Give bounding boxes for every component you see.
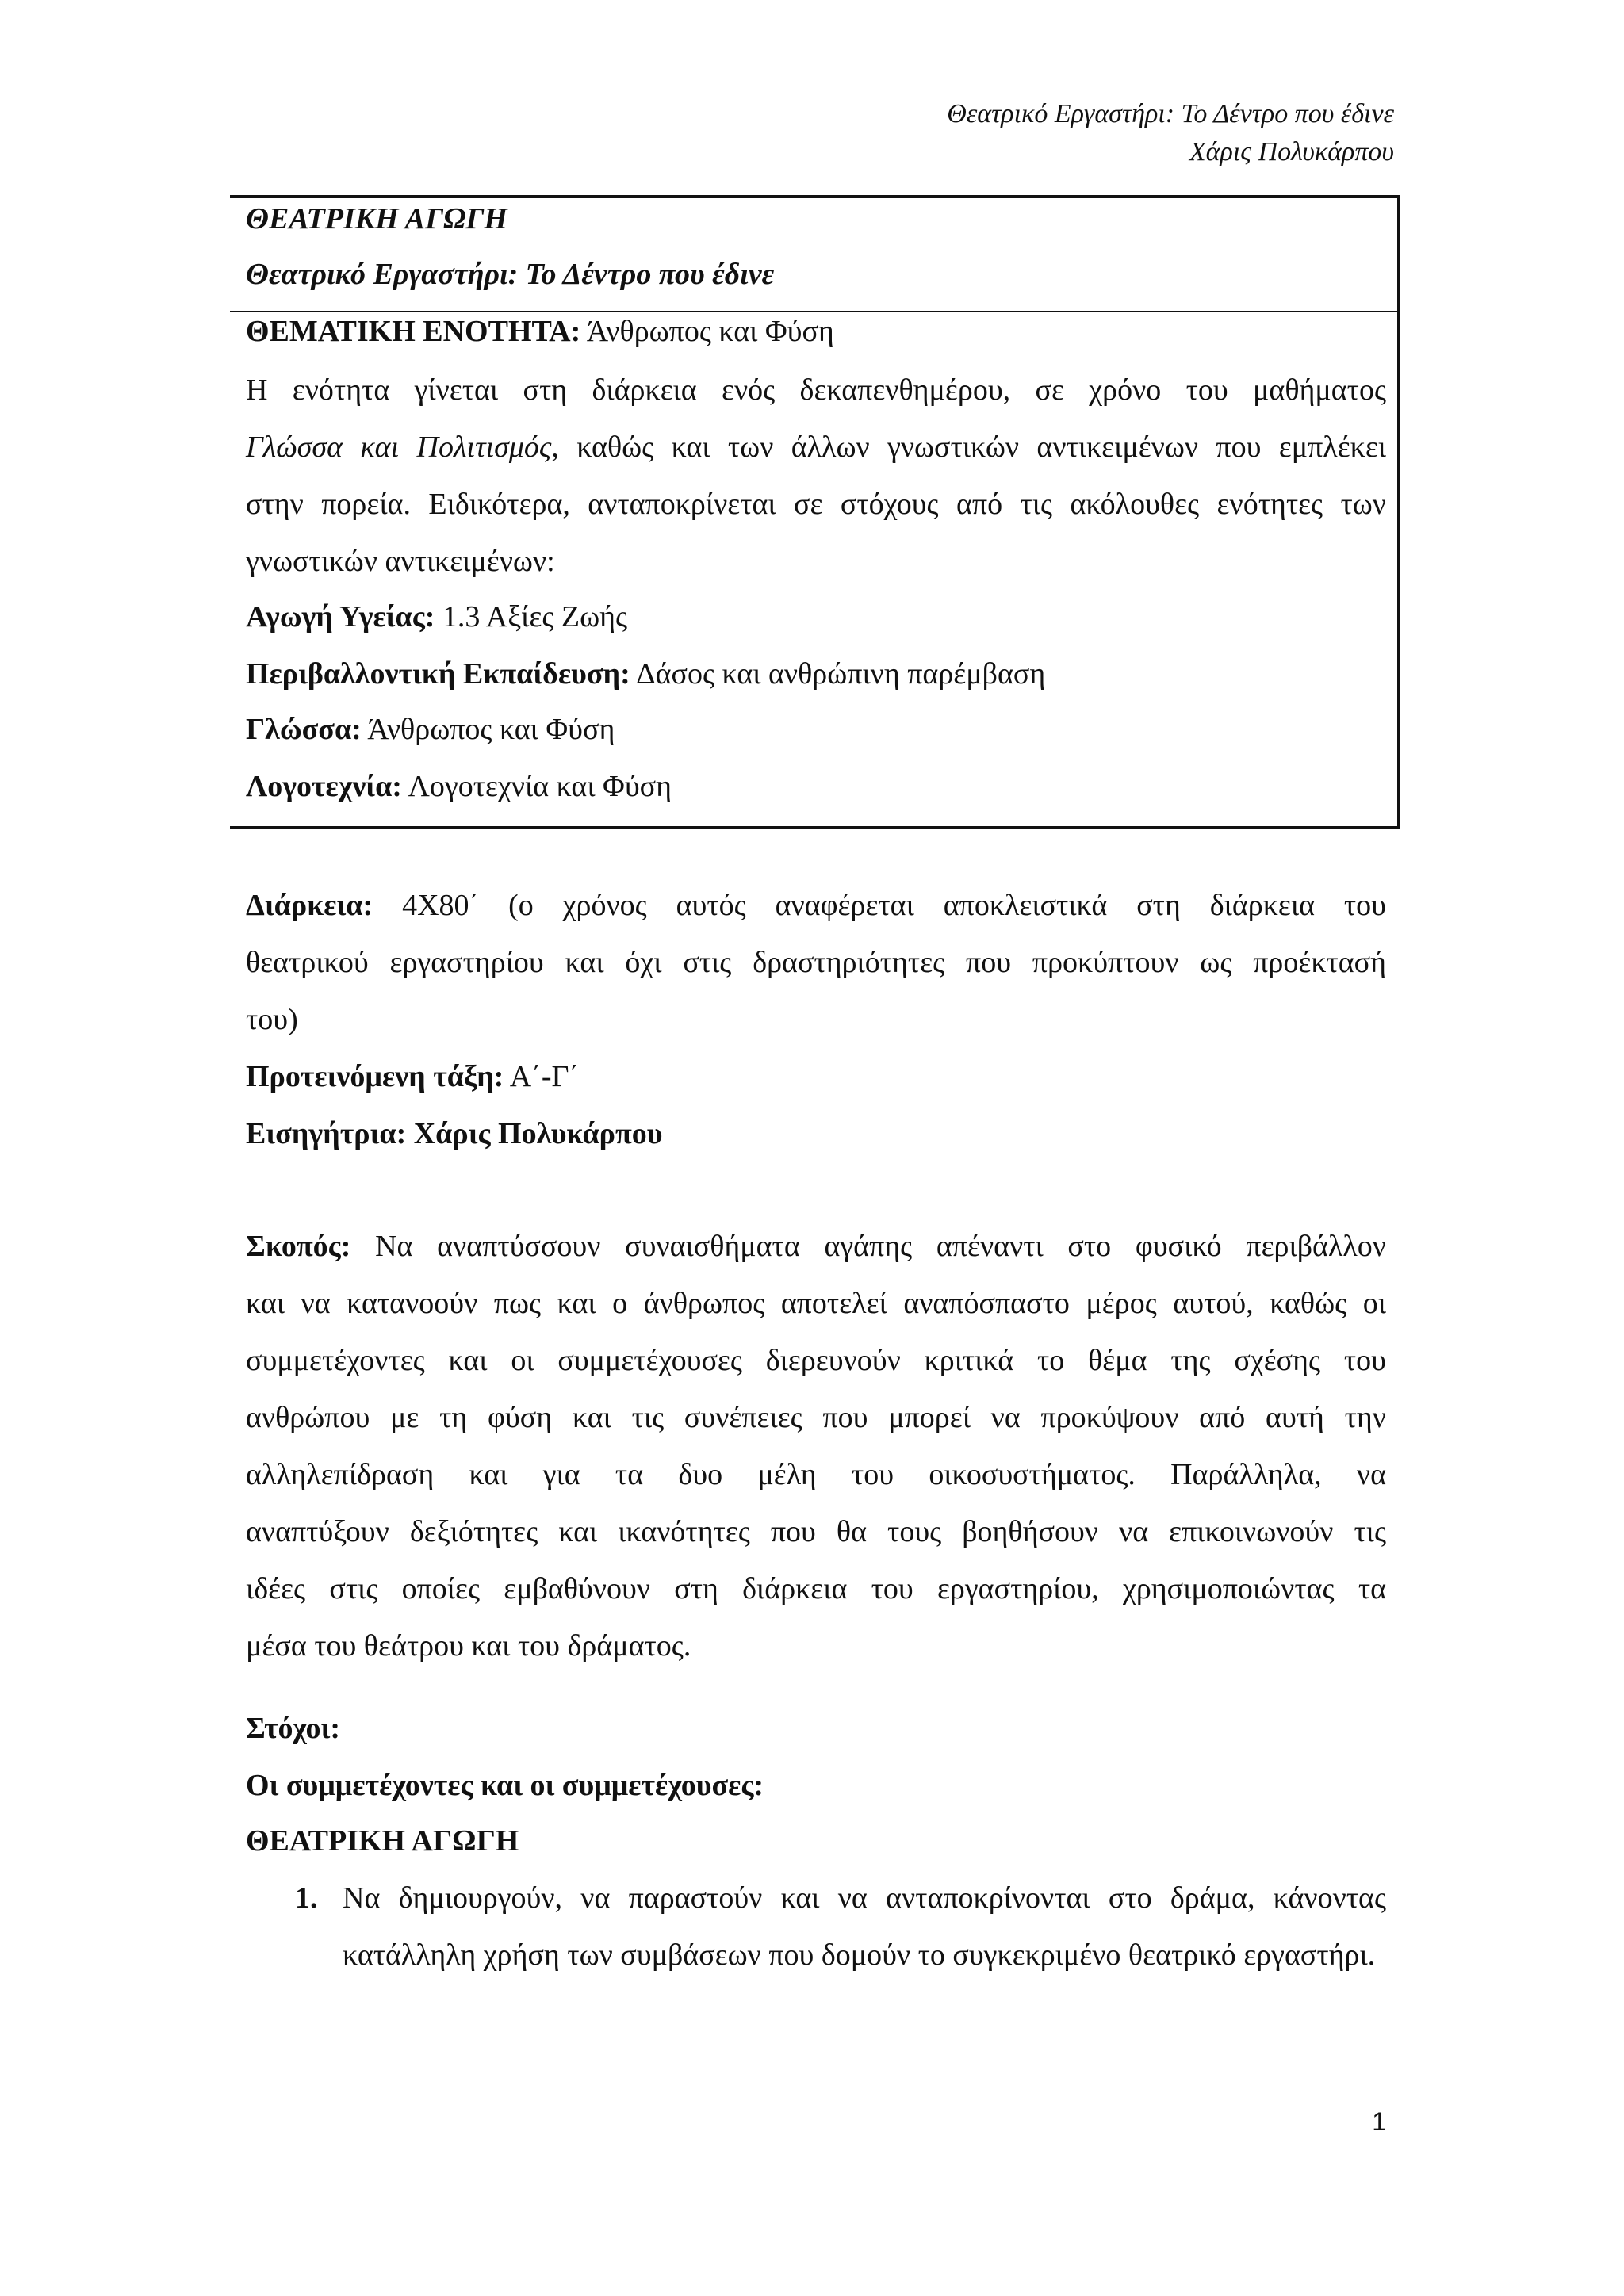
intro-line-4: γνωστικών αντικειμένων: — [246, 545, 555, 578]
duration-text: 4Χ80΄ (ο χρόνος αυτός αναφέρεται αποκλειστικά στη διάρκεια του — [402, 889, 1386, 922]
purpose-line-6: αναπτύξουν δεξιότητες και ικανότητες που θα τους βοηθήσουν να επικοινωνούν τις — [246, 1515, 1386, 1548]
goals-section-heading: ΘΕΑΤΡΙΚΗ ΑΓΩΓΗ — [246, 1824, 519, 1858]
thematic-unit — [246, 314, 1388, 349]
intro-line-2 — [246, 430, 1386, 465]
grade-value: Α΄-Γ΄ — [509, 1060, 580, 1093]
running-header-author: Χάρις Πολυκάρπου — [1189, 137, 1394, 166]
intro-course-name: Γλώσσα και Πολιτισμός — [246, 430, 552, 464]
purpose-line-5: αλληλεπίδραση και για τα δυο μέλη του οικοσυστήματος. Παράλληλα, να — [246, 1458, 1386, 1491]
subject-health — [246, 599, 1388, 634]
goal-text: Να δημιουργούν, να παραστούν και να ανταποκρίνονται στο δράμα, κάνοντας κατάλληλη χρήση των συμβάσεων που δομούν το συγκεκριμένο θεατρικό εργαστήρι. — [343, 1881, 1386, 1972]
running-header — [947, 95, 1394, 171]
subject-value: Λογοτεχνία και Φύση — [408, 770, 672, 803]
subject-label: Λογοτεχνία: — [246, 770, 402, 803]
purpose-line-2: και να κατανοούν πως και ο άνθρωπος αποτελεί αναπόσπαστο μέρος αυτού, καθώς οι — [246, 1287, 1386, 1320]
duration-label: Διάρκεια: — [246, 889, 373, 922]
purpose-line-8: μέσα του θεάτρου και του δράματος. — [246, 1629, 691, 1663]
box-title: ΘΕΑΤΡΙΚΗ ΑΓΩΓΗ — [246, 202, 508, 235]
subject-language — [246, 712, 1388, 747]
purpose-line-3: συμμετέχοντες και οι συμμετέχουσες διερευνούν κριτικά το θέμα της σχέσης του — [246, 1344, 1386, 1377]
suggested-grade — [246, 1059, 1388, 1094]
subject-value: Δάσος και ανθρώπινη παρέμβαση — [636, 657, 1046, 691]
subject-literature — [246, 769, 1388, 804]
subject-environment — [246, 656, 1388, 691]
goals-participants: Οι συμμετέχοντες και οι συμμετέχουσες: — [246, 1769, 764, 1802]
purpose-line-4: ανθρώπου με τη φύση και τις συνέπειες που μπορεί να προκύψουν από αυτή την — [246, 1401, 1386, 1434]
running-header-title: Θεατρικό Εργαστήρι: Το Δέντρο που έδινε — [947, 99, 1394, 128]
purpose-line-1 — [246, 1229, 1386, 1264]
goals-heading: Στόχοι: — [246, 1712, 340, 1745]
duration-line-3: του) — [246, 1003, 298, 1036]
intro-line-2-rest: , καθώς και των άλλων γνωστικών αντικειμένων που εμπλέκει — [551, 430, 1387, 464]
intro-line-3: στην πορεία. Ειδικότερα, ανταποκρίνεται σε στόχους από τις ακόλουθες ενότητες των — [246, 488, 1386, 521]
duration-line-2: θεατρικού εργαστηρίου και όχι στις δραστηριότητες που προκύπτουν ως προέκτασή — [246, 946, 1386, 979]
goal-number: 1. — [295, 1881, 318, 1915]
subject-value: 1.3 Αξίες Ζωής — [442, 600, 628, 633]
thematic-value: Άνθρωπος και Φύση — [586, 315, 834, 348]
subject-label: Αγωγή Υγείας: — [246, 600, 435, 633]
grade-label: Προτεινόμενη τάξη: — [246, 1060, 504, 1093]
box-subtitle: Θεατρικό Εργαστήρι: Το Δέντρο που έδινε — [246, 258, 775, 291]
subject-value: Άνθρωπος και Φύση — [367, 713, 615, 746]
purpose-line-7: ιδέες στις οποίες εμβαθύνουν στη διάρκεια του εργαστηρίου, χρησιμοποιώντας τα — [246, 1572, 1386, 1605]
subject-label: Περιβαλλοντική Εκπαίδευση: — [246, 657, 630, 691]
page-number: 1 — [1372, 2107, 1386, 2136]
intro-line-1: Η ενότητα γίνεται στη διάρκεια ενός δεκαπενθημέρου, σε χρόνο του μαθήματος — [246, 373, 1386, 407]
purpose-text: Να αναπτύσσουν συναισθήματα αγάπης απέναντι στο φυσικό περιβάλλον — [375, 1230, 1386, 1263]
thematic-label: ΘΕΜΑΤΙΚΗ ΕΝΟΤΗΤΑ: — [246, 315, 581, 348]
subject-label: Γλώσσα: — [246, 713, 362, 746]
box-divider — [230, 311, 1397, 312]
author-line: Εισηγήτρια: Χάρις Πολυκάρπου — [246, 1117, 663, 1150]
purpose-label: Σκοπός: — [246, 1230, 351, 1263]
duration-line-1 — [246, 888, 1386, 923]
